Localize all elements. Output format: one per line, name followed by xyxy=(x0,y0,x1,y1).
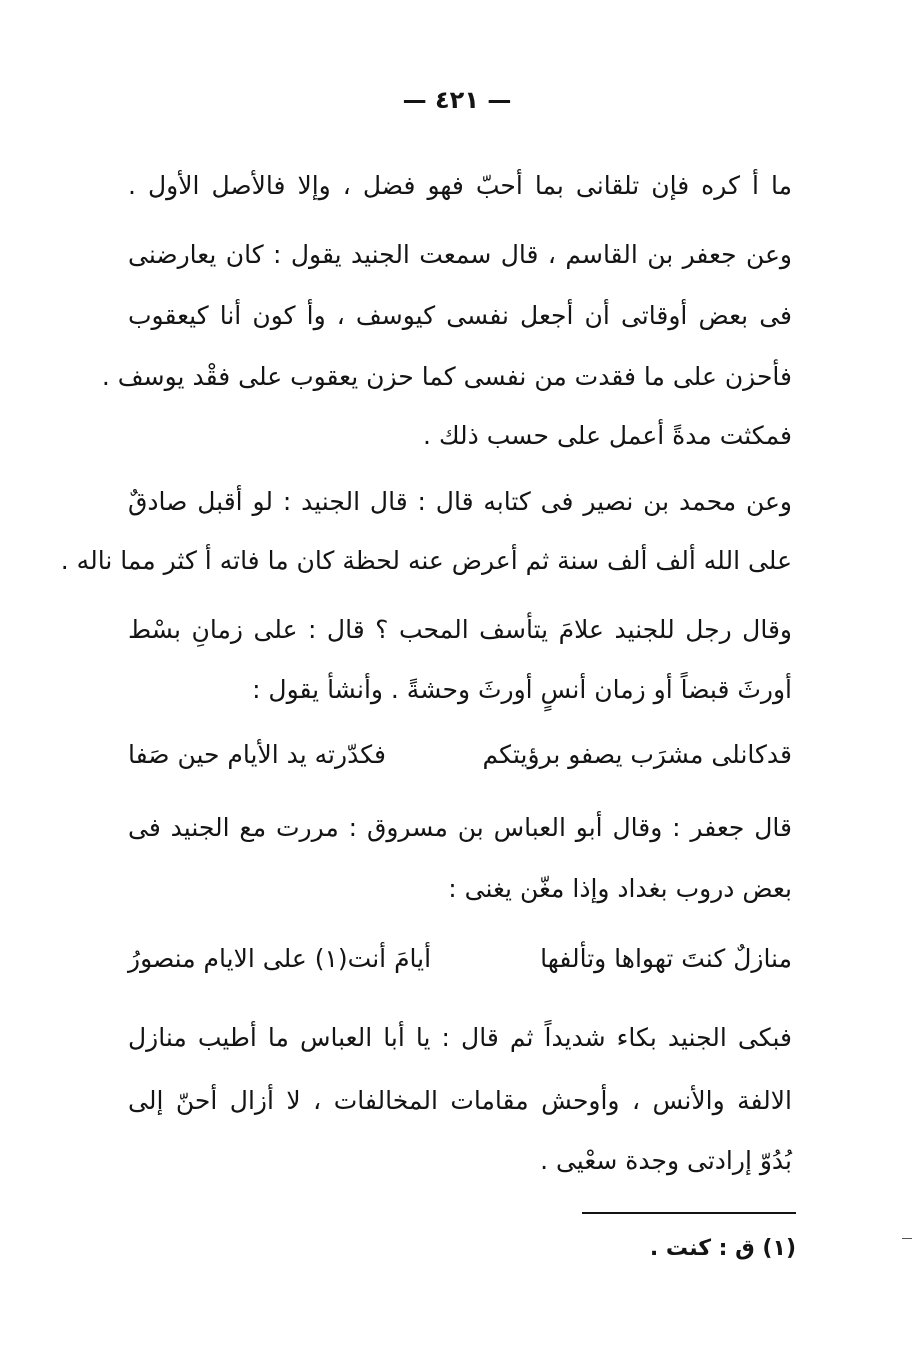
text-line-1: ما أ كره فإن تلقانى بما أحبّ فهو فضل ، وإلا فالأصل الأول . xyxy=(128,171,792,200)
verse-2-second-hemistich: أيامَ أنت(١) على الايام منصورُ xyxy=(128,944,432,973)
scan-edge-mark xyxy=(902,1238,912,1239)
text-line-5: فمكثت مدةً أعمل على حسب ذلك . xyxy=(423,421,792,450)
text-line-2: وعن جعفر بن القاسم ، قال سمعت الجنيد يقول : كان يعارضنى xyxy=(128,240,792,269)
text-line-12: فبكى الجنيد بكاء شديداً ثم قال : يا أبا العباس ما أطيب منازل xyxy=(128,1023,792,1052)
text-line-13: الالفة والأنس ، وأوحش مقامات المخالفات ، لا أزال أحنّ إلى xyxy=(128,1086,792,1115)
verse-2 xyxy=(128,941,792,977)
text-line-11: بعض دروب بغداد وإذا مغّن يغنى : xyxy=(448,874,792,903)
text-line-8: وقال رجل للجنيد علامَ يتأسف المحب ؟ قال : على زمانِ بسْط xyxy=(128,615,792,644)
text-line-9: أورثَ قبضاً أو زمان أنسٍ أورثَ وحشةً . وأنشأ يقول : xyxy=(252,675,792,704)
verse-1-first-hemistich: قدكانلى مشرَب يصفو برؤيتكم xyxy=(482,740,792,769)
text-line-7: على الله ألف ألف سنة ثم أعرض عنه لحظة كان ما فاته أ كثر مما ناله . xyxy=(60,546,792,575)
text-line-6: وعن محمد بن نصير فى كتابه قال : قال الجنيد : لو أقبل صادقٌ xyxy=(128,487,792,516)
verse-1 xyxy=(128,737,792,773)
footnote-divider xyxy=(582,1212,796,1214)
text-line-3: فى بعض أوقاتى أن أجعل نفسى كيوسف ، وأ كون أنا كيعقوب xyxy=(128,301,792,330)
footnote: (١) ق : كنت . xyxy=(649,1236,796,1261)
page-number: — ٤٢١ — xyxy=(402,86,512,114)
verse-2-first-hemistich: منازلٌ كنتَ تهواها وتألفها xyxy=(540,944,792,973)
text-line-4: فأحزن على ما فقدت من نفسى كما حزن يعقوب على فقْد يوسف . xyxy=(101,362,792,391)
text-line-14: بُدُوّ إرادتى وجدة سعْيى . xyxy=(540,1146,792,1175)
verse-1-second-hemistich: فكدّرته يد الأيام حين صَفا xyxy=(128,740,386,769)
text-line-10: قال جعفر : وقال أبو العباس بن مسروق : مررت مع الجنيد فى xyxy=(128,813,792,842)
